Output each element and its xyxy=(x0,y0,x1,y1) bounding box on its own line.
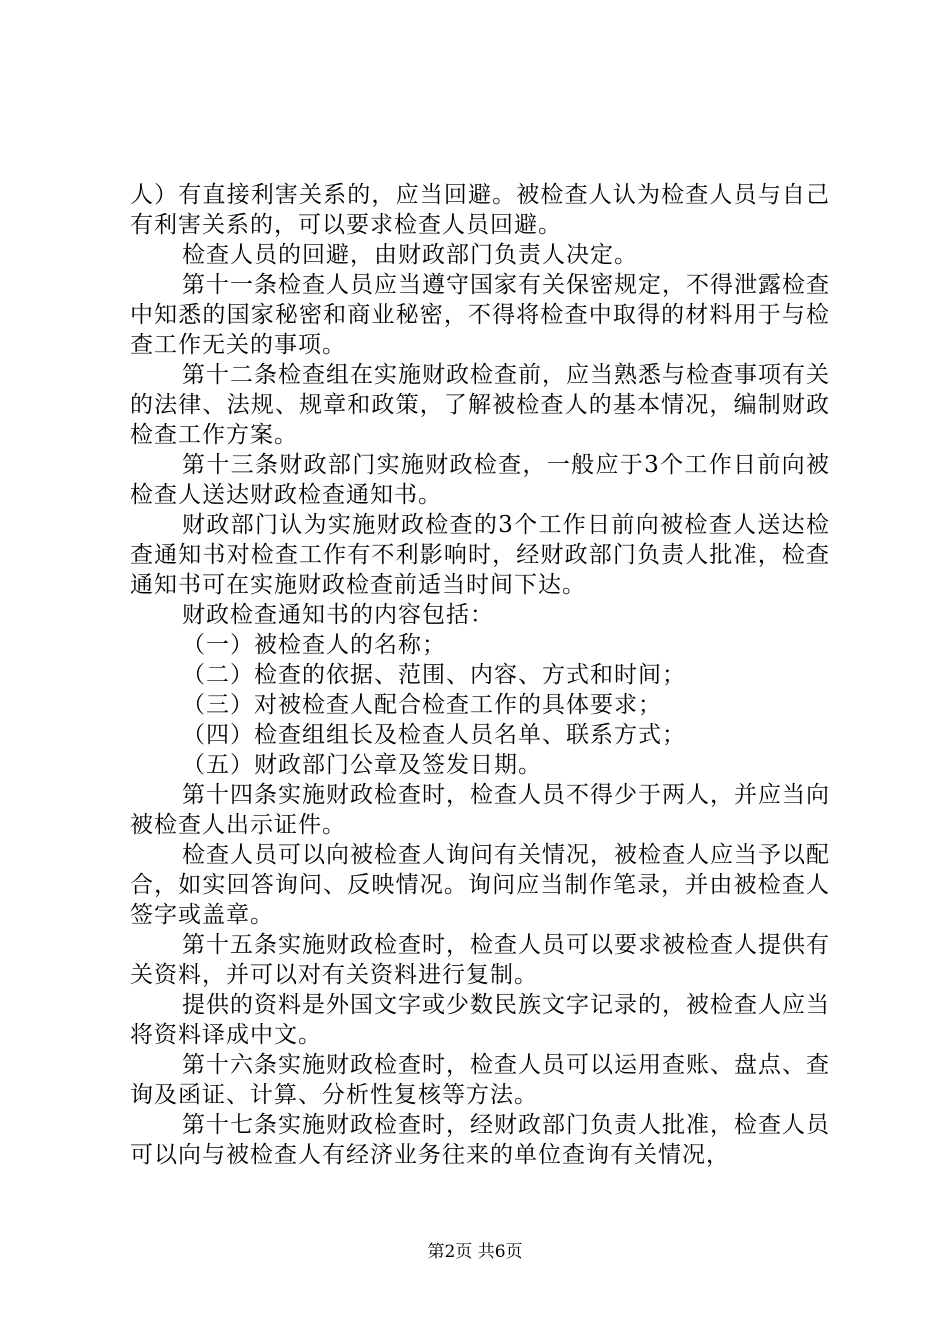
document-body xyxy=(130,180,830,1170)
paragraph: 第十五条实施财政检查时，检查人员可以要求被检查人提供有关资料，并可以对有关资料进行复制。 xyxy=(130,932,830,988)
paragraph: 财政部门认为实施财政检查的3个工作日前向被检查人送达检查通知书对检查工作有不利影响时，经财政部门负责人批准，检查通知书可在实施财政检查前适当时间下达。 xyxy=(130,512,830,598)
list-item: （三）对被检查人配合检查工作的具体要求； xyxy=(182,692,662,718)
paragraph: 第十三条财政部门实施财政检查，一般应于3个工作日前向被检查人送达财政检查通知书。 xyxy=(130,452,830,508)
paragraph: 检查人员的回避，由财政部门负责人决定。 xyxy=(182,242,638,268)
paragraph: 检查人员可以向被检查人询问有关情况，被检查人应当予以配合，如实回答询问、反映情况。询问应当制作笔录，并由被检查人签字或盖章。 xyxy=(130,842,830,928)
list-item: （一）被检查人的名称； xyxy=(182,632,446,658)
list-item: （四）检查组组长及检查人员名单、联系方式； xyxy=(182,722,686,748)
paragraph: 第十六条实施财政检查时，检查人员可以运用查账、盘点、查询及函证、计算、分析性复核等方法。 xyxy=(130,1052,830,1108)
paragraph: 第十一条检查人员应当遵守国家有关保密规定，不得泄露检查中知悉的国家秘密和商业秘密，不得将检查中取得的材料用于与检查工作无关的事项。 xyxy=(130,272,830,358)
paragraph: 提供的资料是外国文字或少数民族文字记录的，被检查人应当将资料译成中文。 xyxy=(130,992,830,1048)
paragraph: 第十二条检查组在实施财政检查前，应当熟悉与检查事项有关的法律、法规、规章和政策，了解被检查人的基本情况，编制财政检查工作方案。 xyxy=(130,362,830,448)
page-number-footer: 第2页 共6页 xyxy=(427,1242,523,1262)
paragraph: 第十四条实施财政检查时，检查人员不得少于两人，并应当向被检查人出示证件。 xyxy=(130,782,830,838)
paragraph: 第十七条实施财政检查时，经财政部门负责人批准，检查人员可以向与被检查人有经济业务往来的单位查询有关情况， xyxy=(130,1112,830,1168)
paragraph: 财政检查通知书的内容包括： xyxy=(182,602,494,628)
paragraph: 人）有直接利害关系的，应当回避。被检查人认为检查人员与自己有利害关系的，可以要求检查人员回避。 xyxy=(130,182,830,238)
list-item: （二）检查的依据、范围、内容、方式和时间； xyxy=(182,662,686,688)
list-item: （五）财政部门公章及签发日期。 xyxy=(182,752,542,778)
